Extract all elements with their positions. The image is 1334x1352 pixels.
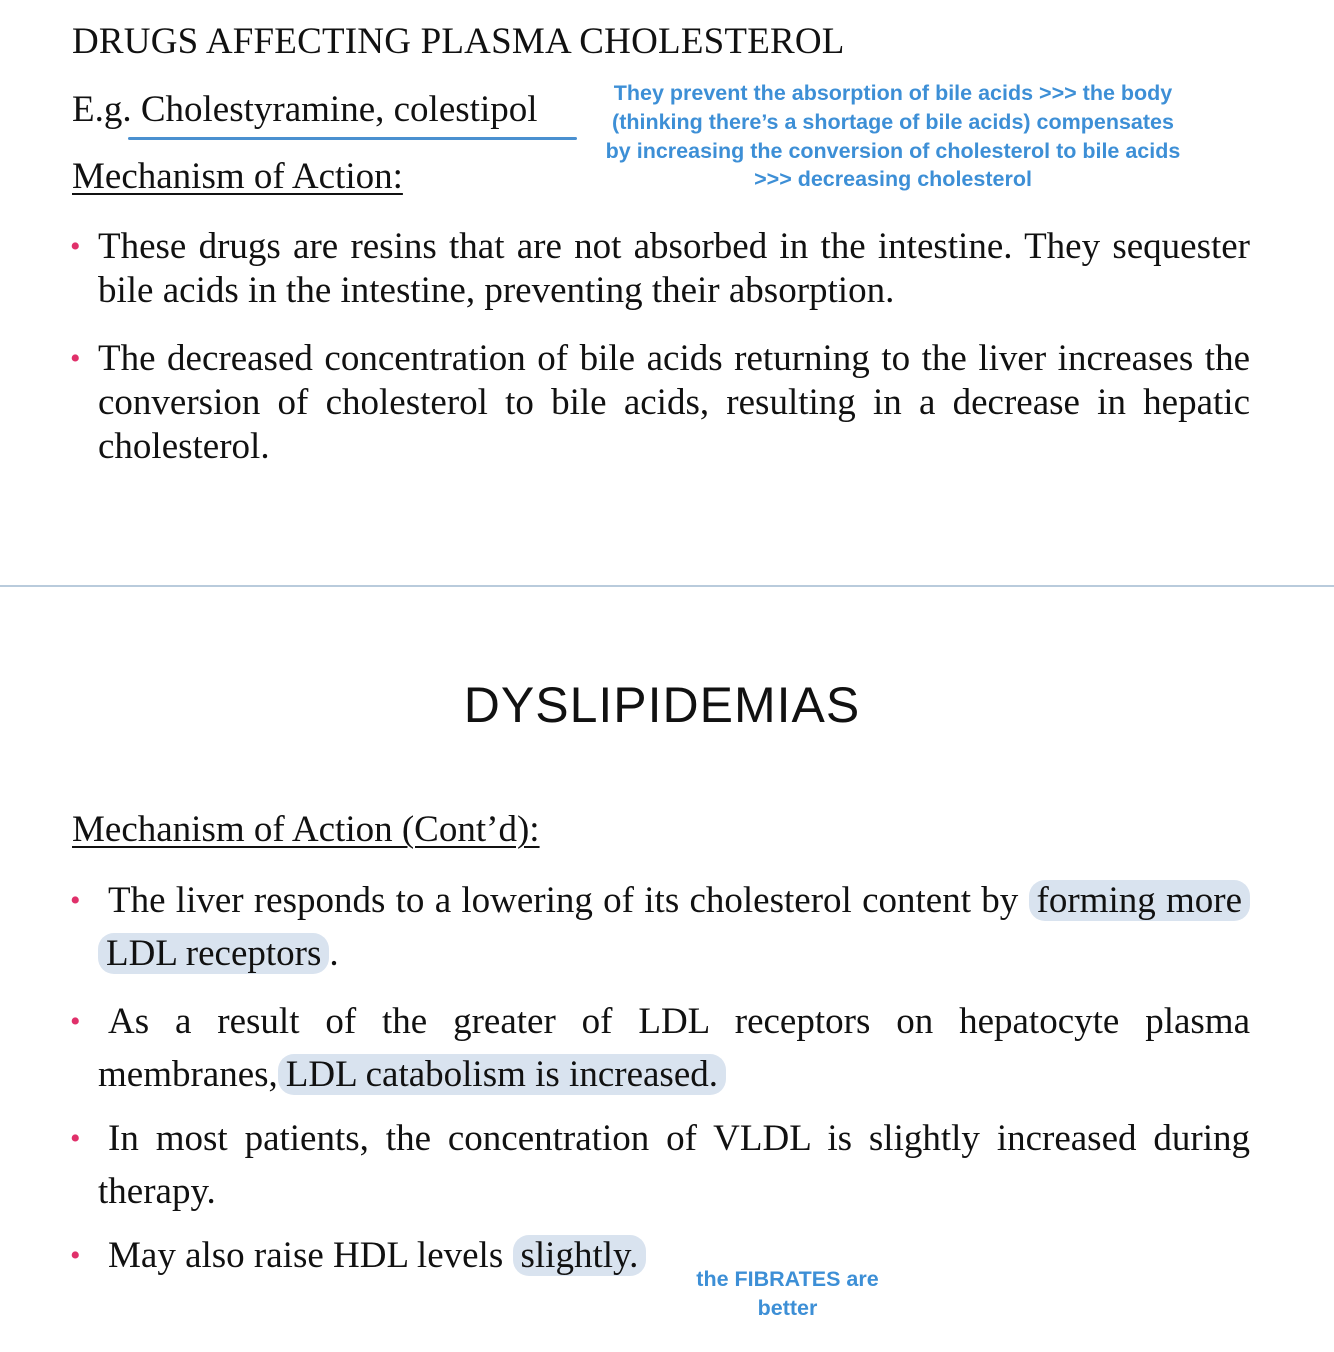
list-item <box>68 874 1250 980</box>
list-item <box>68 1112 1250 1218</box>
handwritten-underline <box>128 137 577 140</box>
annotation-note: the FIBRATES are better <box>696 1267 879 1320</box>
section-title: DYSLIPIDEMIAS <box>463 677 861 733</box>
list-item-text: The liver responds to a lowering of its cholesterol content by forming more LDL receptors . <box>98 874 1250 980</box>
list-item-text: As a result of the greater of LDL receptors on hepatocyte plasma membranes, LDL catabolism is increased. <box>98 1001 1250 1095</box>
bullet-icon: • <box>70 884 81 917</box>
list-item <box>68 337 1250 469</box>
list-item <box>68 995 1250 1101</box>
list-item-text: These drugs are resins that are not absorbed in the intestine. They sequester bile acids in the intestine, preventing their absorption. <box>98 226 1250 311</box>
highlighted-text: LDL catabolism is increased. <box>278 1054 726 1095</box>
drug-examples: E.g. Cholestyramine, colestipol <box>72 89 538 130</box>
list-item-text: The decreased concentration of bile acids returning to the liver increases the conversion of cholesterol to bile acids, resulting in a decrease in hepatic cholesterol. <box>98 338 1250 467</box>
list-item <box>68 1229 1250 1282</box>
list-item-text: In most patients, the concentration of VLDL is slightly increased during therapy. <box>98 1118 1250 1212</box>
bullet-icon: • <box>70 1239 81 1272</box>
list-item <box>68 225 1250 313</box>
mechanism-heading-contd: Mechanism of Action (Cont’d): <box>72 809 540 850</box>
bullet-icon: • <box>70 342 81 375</box>
page-divider <box>0 585 1334 587</box>
bullet-icon: • <box>70 1122 81 1155</box>
slide-title: DRUGS AFFECTING PLASMA CHOLESTEROL <box>72 21 845 62</box>
highlighted-text: forming more LDL receptors <box>98 880 1250 974</box>
list-item-text: May also raise HDL levels slightly. <box>98 1229 1250 1282</box>
mechanism-heading: Mechanism of Action: <box>72 156 403 197</box>
bullet-icon: • <box>70 230 81 263</box>
highlighted-text: slightly. <box>513 1235 647 1276</box>
annotation-note: They prevent the absorption of bile acids >>> the body (thinking there’s a shortage of bile acids) compensates by increasing the conversion of cholesterol to bile acids >>> decreasing cholesterol <box>605 81 1181 192</box>
bullet-icon: • <box>70 1005 81 1038</box>
